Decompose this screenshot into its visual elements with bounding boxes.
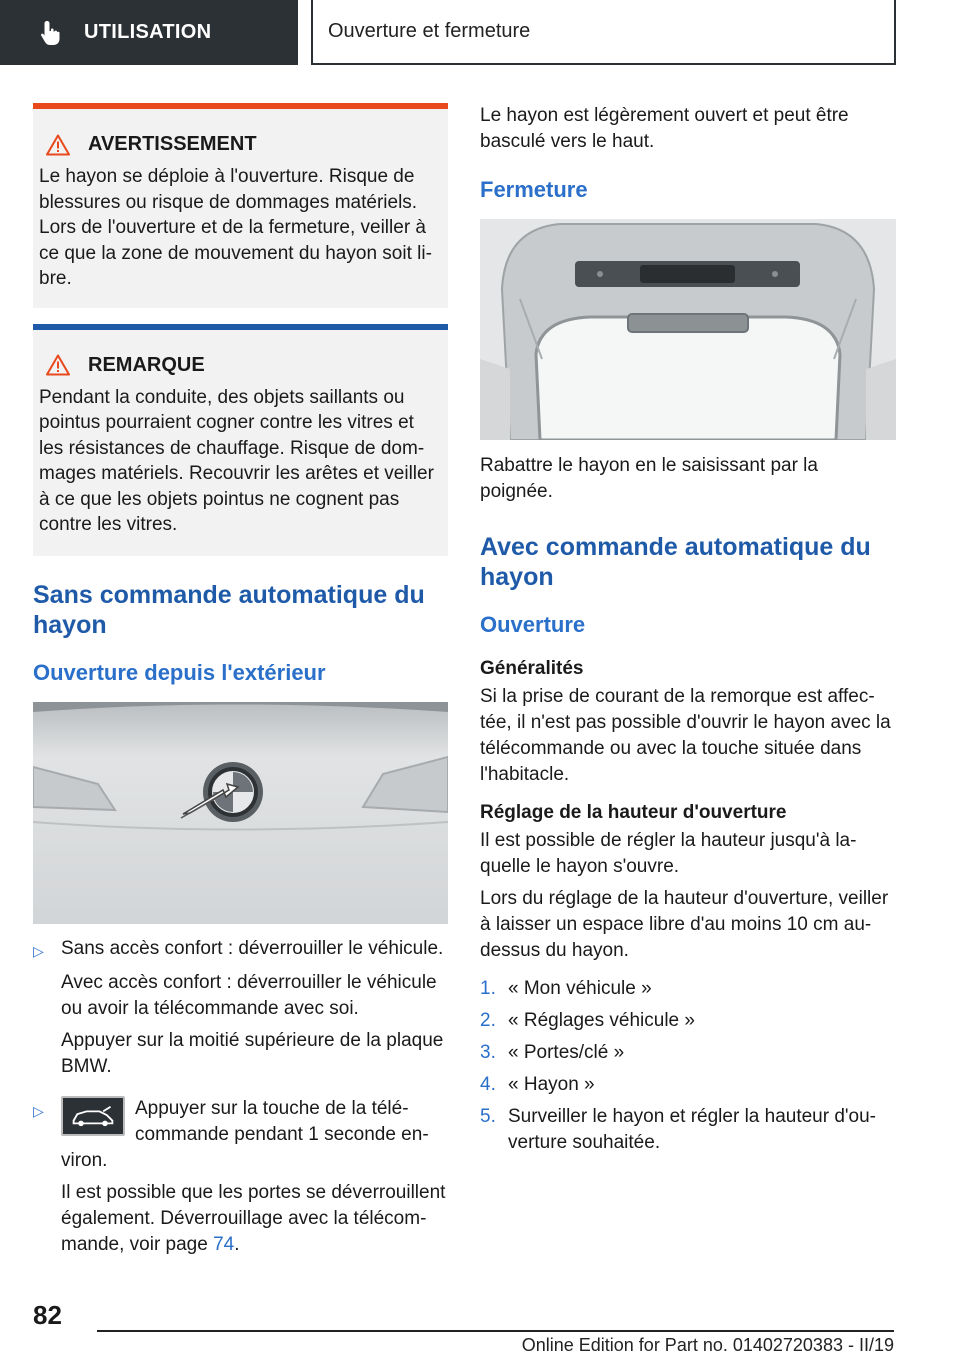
page-number: 82	[33, 1300, 62, 1330]
numbered-step	[480, 976, 896, 1002]
step-text: « Portes/clé »	[508, 1042, 625, 1063]
paragraph: Il est possible de régler la hauteur jusqu'à la-quelle le hayon s'ouvre.	[480, 830, 857, 877]
step-text: Sans accès confort : déverrouiller le véhicule.	[61, 937, 444, 959]
page-reference-link[interactable]: 74	[213, 1233, 235, 1255]
remote-key-tailgate-button-image	[61, 1096, 125, 1136]
instruction-step	[33, 936, 448, 964]
step-text: « Mon véhicule »	[508, 978, 652, 999]
step-triangle-icon: ▷	[33, 1102, 44, 1119]
step-number: 3.	[480, 1042, 496, 1063]
step-text: Surveiller le hayon et régler la hauteur d'ou-verture souhaitée.	[508, 1106, 877, 1153]
header-section-tab	[0, 0, 298, 65]
numbered-step	[480, 1008, 896, 1034]
step-text: « Réglages véhicule »	[508, 1010, 695, 1031]
numbered-step	[480, 1104, 896, 1156]
instruction-step	[33, 1096, 448, 1174]
paragraph: Lors du réglage de la hauteur d'ouverture, veiller à laisser un espace libre d'au moins 10 cm au-dessus du hayon.	[480, 888, 889, 961]
section-heading: Sans commande automatique du hayon	[33, 580, 425, 639]
step-number: 5.	[480, 1106, 496, 1127]
step-text: Appuyer sur la touche de la télé-commande pendant 1 seconde en-viron.	[61, 1097, 429, 1171]
tailgate-emblem-image	[33, 702, 448, 924]
subsection-heading: Ouverture depuis l'extérieur	[33, 659, 326, 685]
warning-box	[33, 103, 448, 308]
step-triangle-icon: ▷	[33, 942, 44, 959]
section-heading: Avec commande automatique du hayon	[480, 533, 871, 591]
step-text: Il est possible que les portes se déverrouillent également. Déverrouillage avec la télécom-mande, voir page	[61, 1181, 446, 1255]
step-number: 2.	[480, 1010, 496, 1031]
warning-triangle-icon	[46, 134, 70, 156]
tailgate-interior-image	[480, 219, 896, 440]
footer-divider	[97, 1330, 894, 1332]
topic-title	[311, 0, 896, 65]
intro-paragraph: Le hayon est légèrement ouvert et peut être basculé vers le haut.	[480, 105, 849, 152]
left-column	[33, 103, 448, 1258]
hand-pointer-icon	[40, 20, 62, 46]
step-number: 1.	[480, 978, 496, 999]
subsection-heading: Ouverture	[480, 612, 586, 637]
numbered-step	[480, 1040, 896, 1066]
step-paragraph: Appuyer sur la moitié supérieure de la plaque BMW.	[61, 1029, 444, 1077]
warning-title: AVERTISSEMENT	[88, 133, 257, 155]
step-text: « Hayon »	[508, 1074, 595, 1095]
subsection-heading: Fermeture	[480, 177, 588, 202]
section-title: UTILISATION	[84, 21, 212, 43]
image-caption: Rabattre le hayon en le saisissant par la poignée.	[480, 455, 818, 502]
right-column	[480, 103, 896, 1162]
step-paragraph	[33, 1180, 448, 1258]
remark-box	[33, 324, 448, 556]
footer-edition: Online Edition for Part no. 01402720383 - II/19	[521, 1335, 894, 1355]
remark-title: REMARQUE	[88, 353, 205, 376]
sub-subheading: Réglage de la hauteur d'ouverture	[480, 802, 787, 823]
warning-text: Le hayon se déploie à l'ouverture. Risque de blessures ou risque de dommages matériels. Lors de l'ouverture et de la fermeture, veiller à ce que la zone de mouvement du hayon soit li-bre.	[39, 166, 432, 289]
remark-text: Pendant la conduite, des objets saillants ou pointus pourraient cogner contre les vitres et les résistances de chauffage. Risque de dom-mages matériels. Recouvrir les arêtes et veiller à ce que les objets pointus ne cognent pas contre les vitres.	[39, 386, 434, 535]
numbered-steps	[480, 976, 896, 1156]
numbered-step	[480, 1072, 896, 1098]
step-paragraph: Avec accès confort : déverrouiller le véhicule ou avoir la télécommande avec soi.	[61, 971, 437, 1019]
topic-label: Ouverture et fermeture	[328, 20, 531, 42]
car-tailgate-icon	[69, 1104, 117, 1128]
warning-triangle-icon	[46, 354, 70, 376]
paragraph: Si la prise de courant de la remorque est affec-tée, il n'est pas possible d'ouvrir le hayon avec la télécommande ou avec la touche située dans l'habitacle.	[480, 686, 891, 785]
punctuation: .	[234, 1233, 240, 1255]
sub-subheading: Généralités	[480, 658, 584, 679]
step-number: 4.	[480, 1074, 496, 1095]
